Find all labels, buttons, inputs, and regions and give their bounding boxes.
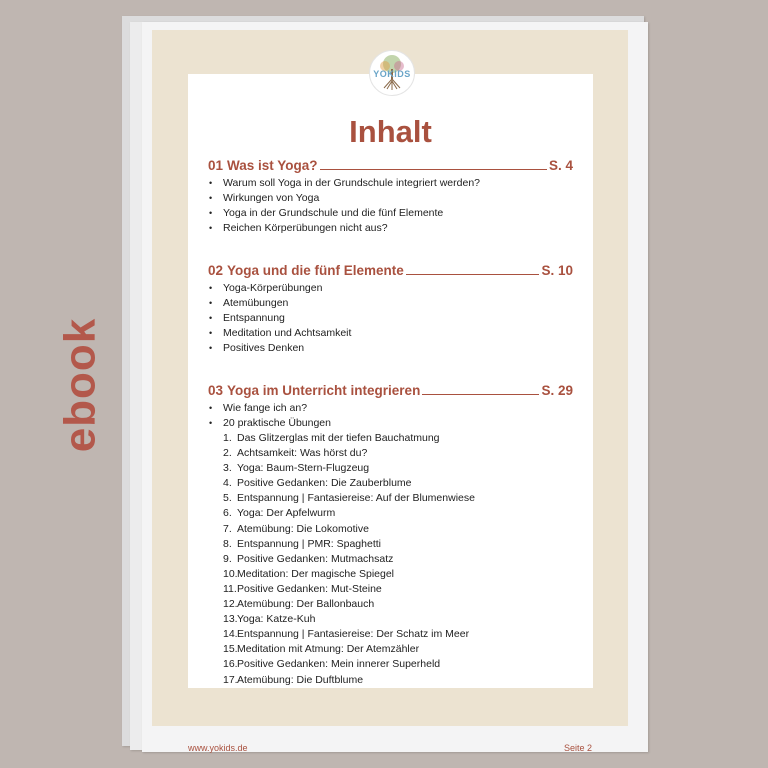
footer-website: www.yokids.de [188, 743, 248, 753]
exercise-item [223, 642, 573, 657]
exercise-item [223, 597, 573, 612]
exercise-item [223, 567, 573, 582]
section-item-list [208, 401, 573, 431]
exercise-number: 16. [223, 658, 238, 671]
exercise-number: 11. [223, 582, 237, 595]
ebook-label-text: ebook [55, 317, 105, 453]
exercise-title: Yoga: Katze-Kuh [237, 613, 316, 626]
exercise-title: Meditation mit Atmung: Der Atemzähler [237, 643, 420, 656]
leader-line [320, 169, 547, 170]
content-page [188, 69, 593, 688]
list-item: • Yoga-Körperübungen [208, 281, 573, 296]
exercise-title: Achtsamkeit: Was hörst du? [237, 447, 368, 460]
exercise-item [223, 522, 573, 537]
exercise-item [223, 537, 573, 552]
section-item-list [208, 176, 573, 236]
exercise-number: 6. [223, 507, 232, 520]
page-title: Inhalt [349, 114, 432, 149]
section-page-ref: S. 4 [548, 158, 573, 173]
exercise-title: Positive Gedanken: Die Zauberblume [237, 477, 412, 490]
exercise-list [208, 431, 573, 688]
exercise-title: Entspannung | Fantasiereise: Der Schatz im Meer [237, 628, 470, 641]
section-title: Was ist Yoga? [227, 158, 318, 173]
exercise-item [223, 673, 573, 688]
exercise-title: Yoga: Der Apfelwurm [237, 507, 336, 520]
section-title: Yoga und die fünf Elemente [227, 263, 404, 278]
exercise-number: 5. [223, 492, 232, 505]
ebook-label [40, 310, 120, 460]
list-item: • Wirkungen von Yoga [208, 191, 573, 206]
toc-section-heading[interactable] [208, 261, 573, 278]
section-page-ref: S. 29 [541, 383, 573, 398]
exercise-item [223, 657, 573, 672]
logo-text: YOKIDS [373, 69, 411, 79]
exercise-item [223, 552, 573, 567]
yokids-logo [369, 50, 415, 96]
exercise-title: Positive Gedanken: Mutmachsatz [237, 552, 394, 565]
exercise-item [223, 506, 573, 521]
exercise-number: 2. [223, 447, 232, 460]
section-number: 02 [208, 263, 224, 278]
list-item: • Warum soll Yoga in der Grundschule integriert werden? [208, 176, 573, 191]
exercise-number: 14. [223, 628, 238, 641]
list-item: • Atemübungen [208, 296, 573, 311]
section-item-list [208, 281, 573, 356]
exercise-item [223, 476, 573, 491]
exercise-number: 13. [223, 613, 238, 626]
list-item: • Meditation und Achtsamkeit [208, 326, 573, 341]
exercise-title: Yoga: Baum-Stern-Flugzeug [237, 462, 370, 475]
footer-page-number: Seite 2 [563, 743, 592, 753]
toc-section-02 [208, 261, 573, 356]
exercise-title: Atemübung: Die Duftblume [237, 673, 364, 686]
exercise-item [223, 491, 573, 506]
exercise-item [223, 627, 573, 642]
toc-section-heading[interactable] [208, 381, 573, 398]
exercise-title: Positive Gedanken: Mein innerer Superheld [237, 658, 441, 671]
exercise-number: 10. [223, 567, 238, 580]
exercise-number: 1. [223, 432, 232, 444]
exercise-number: 4. [223, 477, 232, 490]
exercise-number: 3. [223, 462, 232, 475]
leader-line [422, 394, 539, 395]
exercise-number: 12. [223, 598, 238, 611]
exercise-title: Meditation: Der magische Spiegel [237, 567, 394, 580]
exercise-title: Entspannung | Fantasiereise: Auf der Blumenwiese [237, 492, 475, 505]
exercise-number: 7. [223, 522, 232, 535]
exercise-number: 9. [223, 552, 232, 565]
list-item: • Wie fange ich an? [208, 401, 573, 416]
toc-section-heading[interactable] [208, 156, 573, 173]
exercise-item [223, 612, 573, 627]
exercise-title: Das Glitzerglas mit der tiefen Bauchatmung [237, 432, 440, 444]
toc-section-03 [208, 381, 573, 688]
exercise-item [223, 431, 573, 446]
exercise-title: Atemübung: Die Lokomotive [237, 522, 369, 535]
exercise-item [223, 446, 573, 461]
exercise-item [223, 582, 573, 597]
section-number: 03 [208, 383, 224, 398]
exercise-number: 15. [223, 643, 238, 656]
list-item: • Reichen Körperübungen nicht aus? [208, 221, 573, 236]
exercise-item [223, 461, 573, 476]
exercise-title: Entspannung | PMR: Spaghetti [237, 537, 381, 550]
list-item: • Yoga in der Grundschule und die fünf Elemente [208, 206, 573, 221]
list-item: • Positives Denken [208, 341, 573, 356]
exercise-number: 8. [223, 537, 232, 550]
section-page-ref: S. 10 [541, 263, 573, 278]
list-item: • Entspannung [208, 311, 573, 326]
exercise-title: Positive Gedanken: Mut-Steine [237, 582, 382, 595]
exercise-number: 17. [223, 673, 238, 686]
list-item: • 20 praktische Übungen [208, 416, 573, 431]
section-title: Yoga im Unterricht integrieren [227, 383, 421, 398]
exercise-title: Atemübung: Der Ballonbauch [237, 598, 375, 611]
toc-section-01 [208, 156, 573, 236]
section-number: 01 [208, 158, 224, 173]
leader-line [406, 274, 540, 275]
